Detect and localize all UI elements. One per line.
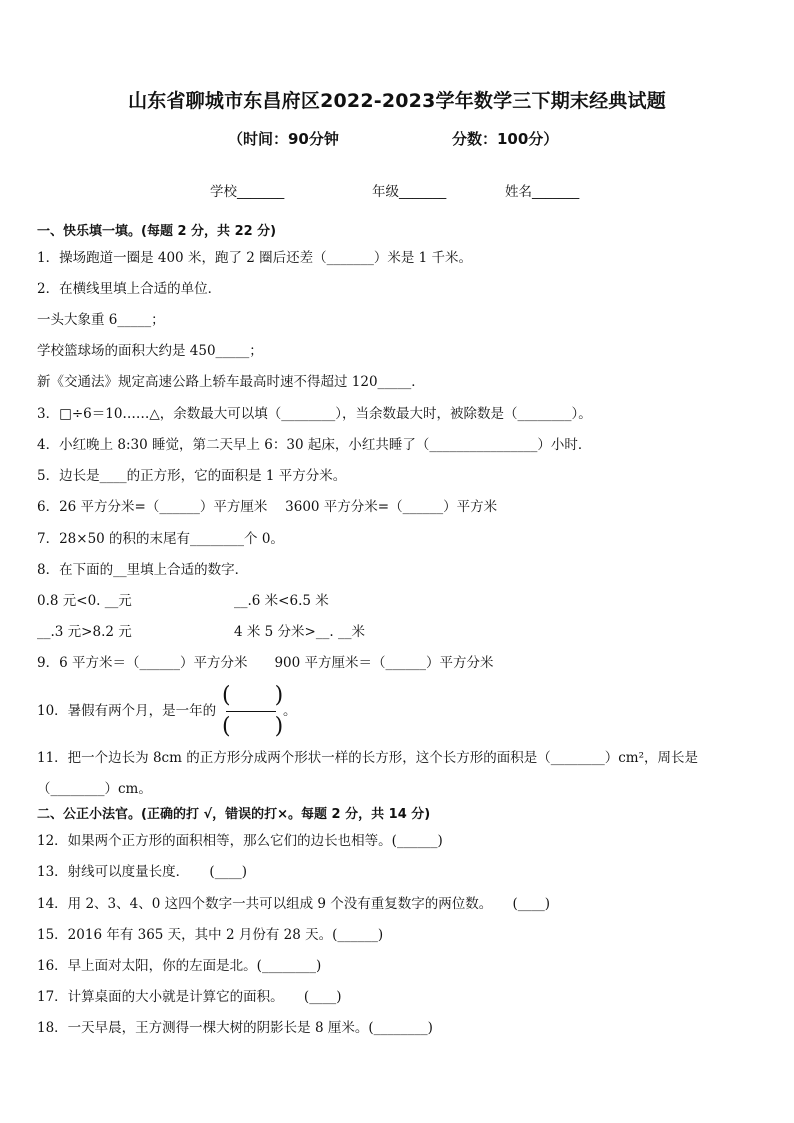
question-8-item-4: 4 米 5 分米>__. __米 [234, 624, 365, 640]
question-15: 15．2016 年有 365 天，其中 2 月份有 28 天。(______) [37, 927, 384, 943]
question-2-item-1: 一头大象重 6_____； [37, 312, 165, 328]
fraction-denominator: ( ) [222, 714, 284, 739]
question-11-cont: （________）cm。 [37, 781, 152, 797]
question-17: 17．计算桌面的大小就是计算它的面积。 (____) [37, 989, 342, 1005]
question-7: 7．28×50 的积的末尾有________个 0。 [37, 531, 284, 547]
exam-subtitle [0, 128, 794, 152]
section-2-heading: 二、公正小法官。(正确的打 √，错误的打×。每题 2 分，共 14 分) [37, 807, 431, 822]
question-12: 12．如果两个正方形的面积相等，那么它们的边长也相等。(______) [37, 833, 443, 849]
question-8: 8．在下面的__里填上合适的数字． [37, 562, 249, 578]
question-4: 4．小红晚上 8:30 睡觉，第二天早上 6：30 起床，小红共睡了（________________）小时． [37, 437, 592, 453]
question-8-item-3: __.3 元>8.2 元 [37, 624, 132, 640]
student-info [0, 180, 794, 204]
question-6: 6．26 平方分米=（______）平方厘米 3600 平方分米=（______）平方米 [37, 499, 498, 515]
question-2-item-3: 新《交通法》规定高速公路上轿车最高时速不得超过 120_____． [37, 374, 425, 390]
question-8-item-2: __.6 米<6.5 米 [234, 593, 329, 609]
question-8-item-1: 0.8 元<0. __元 [37, 593, 132, 609]
name-field: 姓名_______ [505, 184, 580, 200]
question-13: 13．射线可以度量长度． (____) [37, 864, 247, 880]
exam-score: 分数：100分） [452, 130, 559, 148]
question-16: 16．早上面对太阳，你的左面是北。(________) [37, 958, 322, 974]
fraction-numerator: ( ) [222, 683, 284, 708]
fraction-blank [222, 683, 284, 740]
question-10: 10．暑假有两个月，是一年的 [37, 703, 217, 719]
fraction-bar [226, 711, 276, 712]
question-1: 1．操场跑道一圈是 400 米，跑了 2 圈后还差（_______）米是 1 千米。 [37, 250, 473, 266]
section-1-heading: 一、快乐填一填。(每题 2 分，共 22 分) [37, 224, 277, 239]
exam-time: （时间：90分钟 [228, 130, 339, 148]
question-18: 18．一天早晨，王方测得一棵大树的阴影长是 8 厘米。(________) [37, 1020, 433, 1036]
question-5: 5．边长是____的正方形，它的面积是 1 平方分米。 [37, 468, 347, 484]
question-14: 14．用 2、3、4、0 这四个数字一共可以组成 9 个没有重复数字的两位数。 (____) [37, 896, 551, 912]
school-field: 学校_______ [210, 184, 285, 200]
question-3: 3．□÷6＝10……△，余数最大可以填（________），当余数最大时，被除数是（________）。 [37, 406, 592, 422]
question-9: 9．6 平方米＝（______）平方分米 900 平方厘米＝（______）平方分米 [37, 655, 494, 671]
question-2-item-2: 学校篮球场的面积大约是 450_____； [37, 343, 263, 359]
question-2: 2．在横线里填上合适的单位． [37, 281, 222, 297]
exam-title: 山东省聊城市东昌府区2022-2023学年数学三下期末经典试题 [128, 90, 666, 112]
question-11: 11．把一个边长为 8cm 的正方形分成两个形状一样的长方形，这个长方形的面积是（________）cm²，周长是 [37, 750, 698, 766]
question-10-end: 。 [283, 703, 297, 719]
grade-field: 年级_______ [372, 184, 447, 200]
